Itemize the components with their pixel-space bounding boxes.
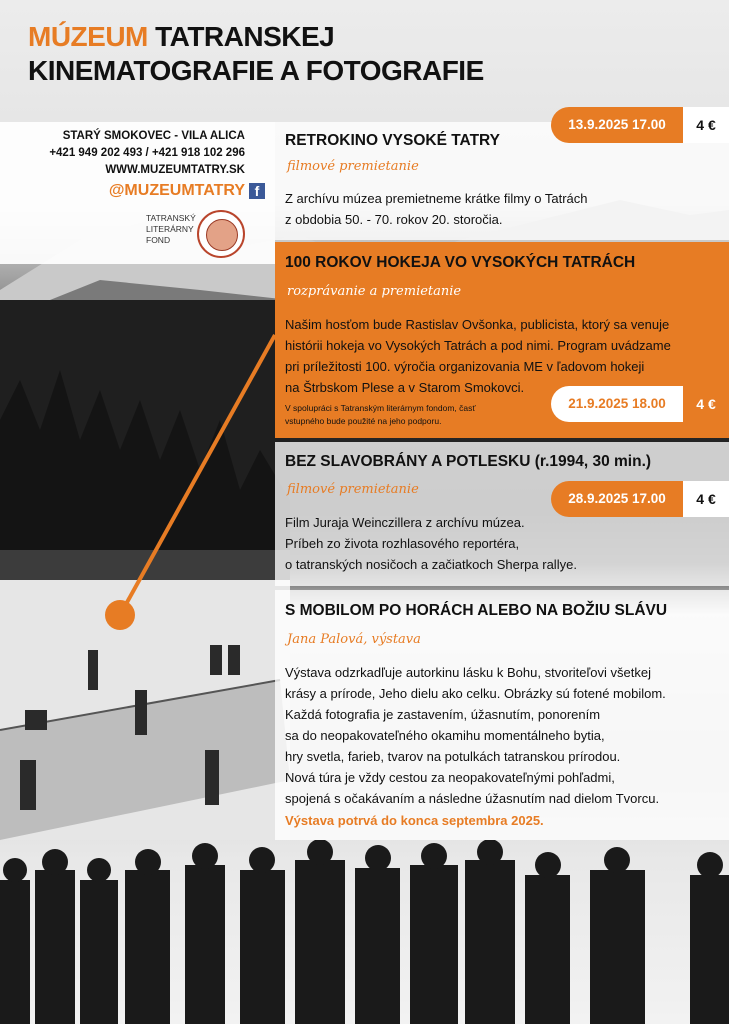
event-desc-line: krásy a prírode, Jeho dielu ako celku. Obrázky sú fotené mobilom. xyxy=(285,686,666,701)
event-desc-line: Príbeh zo života rozhlasového reportéra, xyxy=(285,536,520,551)
facebook-icon[interactable]: f xyxy=(249,183,265,199)
event-date: 21.9.2025 18.00 xyxy=(551,386,683,422)
event-desc-line: Z archívu múzea premietneme krátke filmy o Tatrách xyxy=(285,191,588,206)
phone-numbers: +421 949 202 493 / +421 918 102 296 xyxy=(49,147,245,159)
exhibition-duration: Výstava potrvá do konca septembra 2025. xyxy=(285,813,544,828)
social-handle[interactable]: @MUZEUMTATRY xyxy=(108,182,245,199)
title-accent: MÚZEUM xyxy=(28,21,148,52)
event-price: 4 € xyxy=(683,386,729,422)
event-desc-line: Každá fotografia je zastavením, úžasnutím, ponorením xyxy=(285,707,601,722)
forest-silhouette xyxy=(0,300,290,590)
ice-rink-photo xyxy=(0,580,290,840)
event-desc-line: z obdobia 50. - 70. rokov 20. storočia. xyxy=(285,212,503,227)
title-rest: TATRANSKEJ xyxy=(155,21,335,52)
event-desc-line: Našim hosťom bude Rastislav Ovšonka, publicista, ktorý sa venuje xyxy=(285,317,670,332)
event-desc-line: Výstava odzrkadľuje autorkinu lásku k Bohu, stvoriteľovi všetkej xyxy=(285,665,651,680)
event-title: BEZ SLAVOBRÁNY A POTLESKU (r.1994, 30 min.) xyxy=(285,453,652,470)
event-note: V spolupráci s Tatranským literárnym fondom, časť xyxy=(285,403,476,413)
event-date: 13.9.2025 17.00 xyxy=(551,107,683,143)
event-panel-4 xyxy=(275,590,729,840)
event-subtitle: Jana Palová, výstava xyxy=(287,632,421,647)
address: STARÝ SMOKOVEC - VILA ALICA xyxy=(62,130,245,142)
event-title: RETROKINO VYSOKÉ TATRY xyxy=(285,132,501,149)
event-subtitle: filmové premietanie xyxy=(287,482,419,497)
event-desc-line: histórii hokeja vo Vysokých Tatrách a pod nimi. Program uvádzame xyxy=(285,338,671,353)
event-note: vstupného bude použité na jeho podporu. xyxy=(285,416,442,426)
page-title-line2: KINEMATOGRAFIE A FOTOGRAFIE xyxy=(28,55,484,86)
fond-seal-logo xyxy=(197,210,245,258)
event-desc-line: pri príležitosti 100. výročia organizovania ME v ľadovom hokeji xyxy=(285,359,645,374)
fond-line1: TATRANSKÝ xyxy=(146,213,196,223)
event-desc-line: spojená s očakávaním a následne úžasnutím nad dielom Tvorcu. xyxy=(285,791,660,806)
fond-line3: FOND xyxy=(146,235,171,245)
event-subtitle: filmové premietanie xyxy=(287,159,419,174)
event-subtitle: rozprávanie a premietanie xyxy=(287,284,462,299)
event-desc-line: sa do neopakovateľného okamihu momentálneho bytia, xyxy=(285,728,605,743)
event-desc-line: o tatranských nosičoch a začiatkoch Sherpa rallye. xyxy=(285,557,577,572)
event-title: S MOBILOM PO HORÁCH ALEBO NA BOŽIU SLÁVU xyxy=(285,602,668,619)
event-date: 28.9.2025 17.00 xyxy=(551,481,683,517)
fond-label xyxy=(146,213,196,246)
event-desc-line: Nová túra je vždy cestou za neopakovateľnými pohľadmi, xyxy=(285,770,615,785)
crowd-silhouette xyxy=(0,840,729,1024)
event-price: 4 € xyxy=(683,481,729,517)
event-price: 4 € xyxy=(683,107,729,143)
event-desc-line: Film Juraja Weinczillera z archívu múzea. xyxy=(285,515,525,530)
website-link[interactable]: WWW.MUZEUMTATRY.SK xyxy=(105,164,245,176)
event-title: 100 ROKOV HOKEJA VO VYSOKÝCH TATRÁCH xyxy=(285,254,636,271)
event-desc-line: na Štrbskom Plese a v Starom Smokovci. xyxy=(285,380,525,395)
event-desc-line: hry svetla, farieb, tvarov na potulkách tatranskou prírodou. xyxy=(285,749,621,764)
page-title xyxy=(28,20,484,54)
fond-line2: LITERÁRNY xyxy=(146,224,194,234)
page-header xyxy=(28,20,484,88)
